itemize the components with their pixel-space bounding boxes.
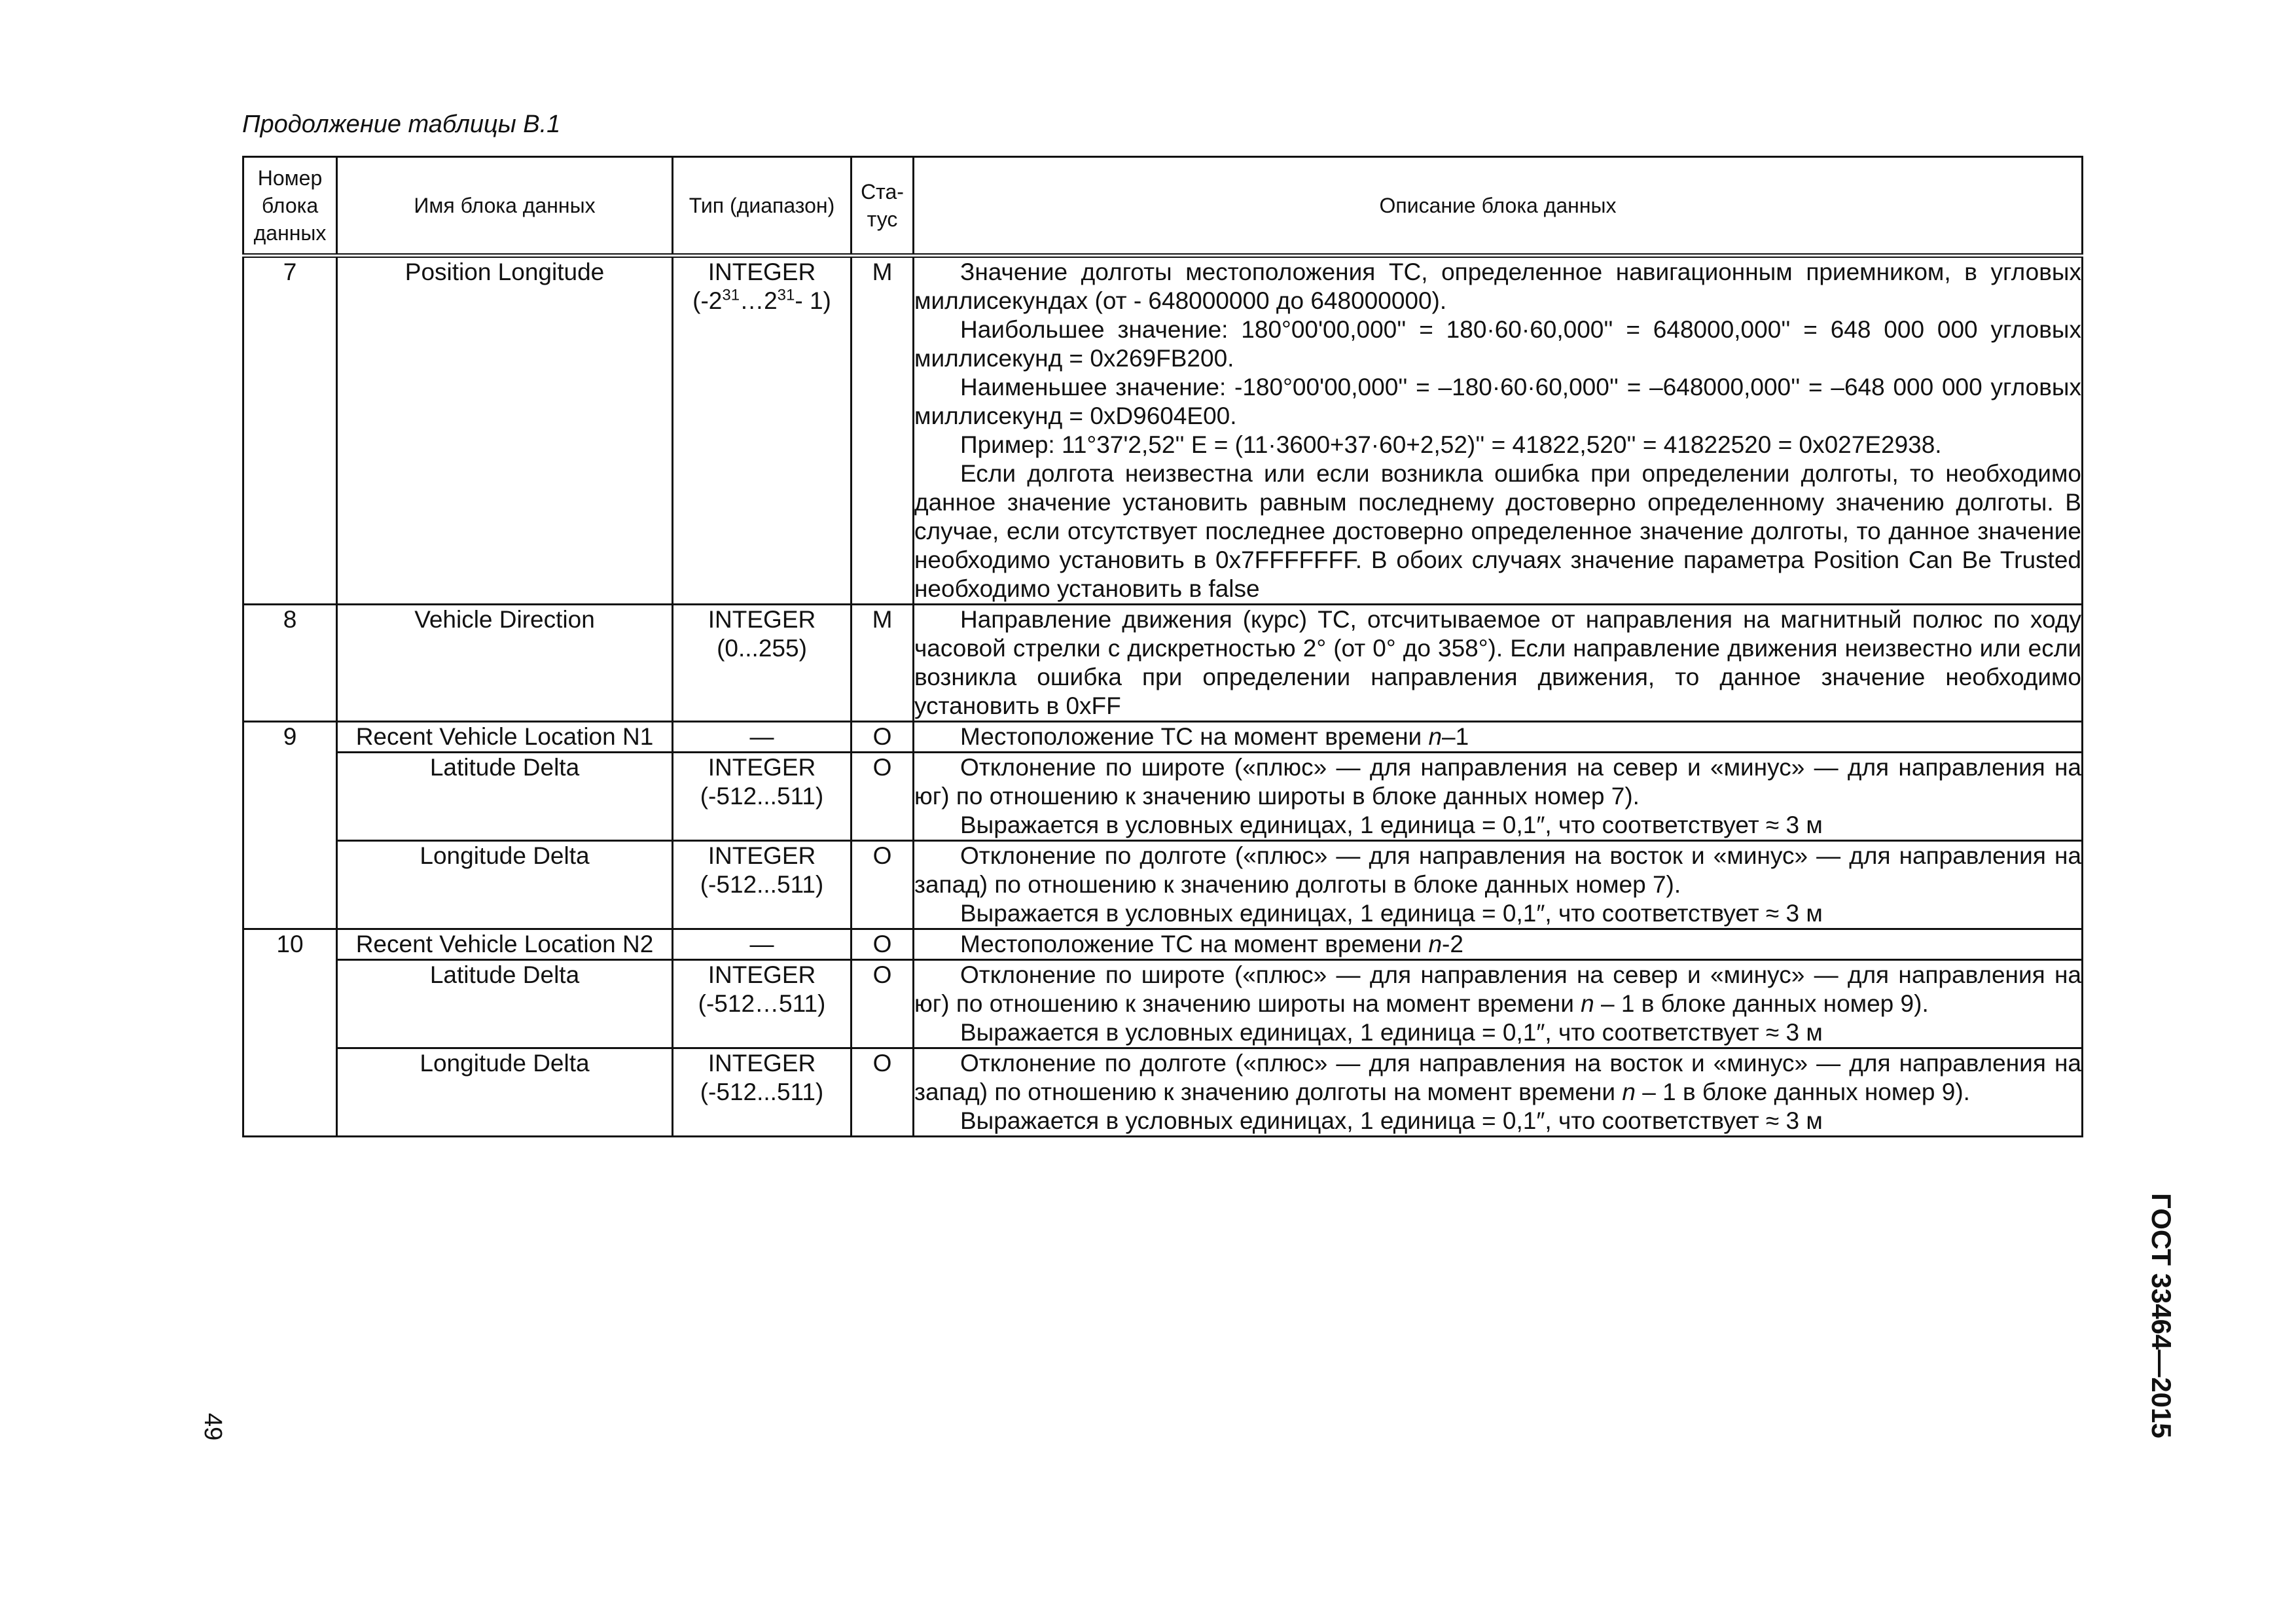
block-type: INTEGER (-512…511) [673,960,852,1048]
block-number: 7 [243,256,337,605]
block-status: O [852,722,914,753]
block-description: Местоположение ТС на момент времени n-2 [914,929,2083,960]
block-status: O [852,841,914,929]
block-name: Longitude Delta [337,1048,673,1137]
header-block-number: Номер блока данных [243,157,337,256]
block-description: Значение долготы местоположения ТС, определенное навигационным приемником, в угловых миллисекундах (от - 648000000 до 648000000). Наибольшее значение: 180°00'00,000'' = 180·60·60,000'' = 648000,000'' = 648 000 000 угловых миллисекунд = 0x269FB200. Наименьшее значение: -180°00'00,000'' = –180·60·60,000'' = –648000,000'' = –648 000 000 угловых миллисекунд = 0xD9604E00. Пример: 11°37'2,52'' E = (11·3600+37·60+2,52)'' = 41822,520'' = 41822520 = 0x027E2938. Если долгота неизвестна или если возникла ошибка при определении долготы, то необходимо данное значение установить равным последнему достоверно определенному значению долготы. В случае, если отсутствует последнее достоверно определенное значение долготы, то данное значение необходимо установить в 0x7FFFFFFF. В обоих случаях значение параметра Position Can Be Trusted необходимо установить в false [914,256,2083,605]
block-type: INTEGER ($-2^{31}\dots 2^{31}-$ 1) [673,256,852,605]
block-number: 8 [243,605,337,722]
block-name: Latitude Delta [337,960,673,1048]
header-description: Описание блока данных [914,157,2083,256]
table-header-row [243,157,2083,256]
block-name: Longitude Delta [337,841,673,929]
block-status: M [852,256,914,605]
block-description: Отклонение по долготе («плюс» — для направления на восток и «минус» — для направления на запад) по отношению к значению долготы на момент времени n – 1 в блоке данных номер 9). Выражается в условных единицах, 1 единица = 0,1″, что соответствует ≈ 3 м [914,1048,2083,1137]
block-description: Отклонение по широте («плюс» — для направления на север и «минус» — для направления на юг) по отношению к значению широты на момент времени n – 1 в блоке данных номер 9). Выражается в условных единицах, 1 единица = 0,1″, что соответствует ≈ 3 м [914,960,2083,1048]
header-type-range: Тип (диапазон) [673,157,852,256]
page-number: 49 [199,1412,226,1441]
block-number: 10 [243,929,337,1137]
table-row [243,722,2083,753]
block-status: M [852,605,914,722]
block-description: Отклонение по долготе («плюс» — для направления на восток и «минус» — для направления на запад) по отношению к значению долготы в блоке данных номер 7). Выражается в условных единицах, 1 единица = 0,1″, что соответствует ≈ 3 м [914,841,2083,929]
block-number: 9 [243,722,337,929]
document-standard-title: ГОСТ 33464—2015 [2146,1192,2177,1438]
block-name: Latitude Delta [337,753,673,841]
block-description: Местоположение ТС на момент времени n–1 [914,722,2083,753]
block-status: O [852,960,914,1048]
header-block-name: Имя блока данных [337,157,673,256]
block-type: — [673,722,852,753]
block-description: Направление движения (курс) ТС, отсчитываемое от направления на магнитный полюс по ходу часовой стрелки с дискретностью 2° (от 0° до 358°). Если направление движения неизвестно или если возникла ошибка при определении направления движения, то данное значение необходимо установить в 0xFF [914,605,2083,722]
header-status: Ста-тус [852,157,914,256]
table-row [243,605,2083,722]
block-status: O [852,753,914,841]
table-row [243,1048,2083,1137]
table-row [243,960,2083,1048]
block-name: Position Longitude [337,256,673,605]
block-status: O [852,1048,914,1137]
block-type: INTEGER (-512...511) [673,753,852,841]
block-name: Recent Vehicle Location N1 [337,722,673,753]
block-type: INTEGER (-512...511) [673,841,852,929]
block-name: Vehicle Direction [337,605,673,722]
table-row [243,256,2083,605]
table-row [243,929,2083,960]
data-block-table [242,156,2083,1137]
table-caption: Продолжение таблицы В.1 [242,111,561,138]
table-row [243,841,2083,929]
block-type: INTEGER (-512...511) [673,1048,852,1137]
block-description: Отклонение по широте («плюс» — для направления на север и «минус» — для направления на юг) по отношению к значению широты в блоке данных номер 7). Выражается в условных единицах, 1 единица = 0,1″, что соответствует ≈ 3 м [914,753,2083,841]
block-type: INTEGER (0...255) [673,605,852,722]
table-row [243,753,2083,841]
block-status: O [852,929,914,960]
block-type: — [673,929,852,960]
block-name: Recent Vehicle Location N2 [337,929,673,960]
